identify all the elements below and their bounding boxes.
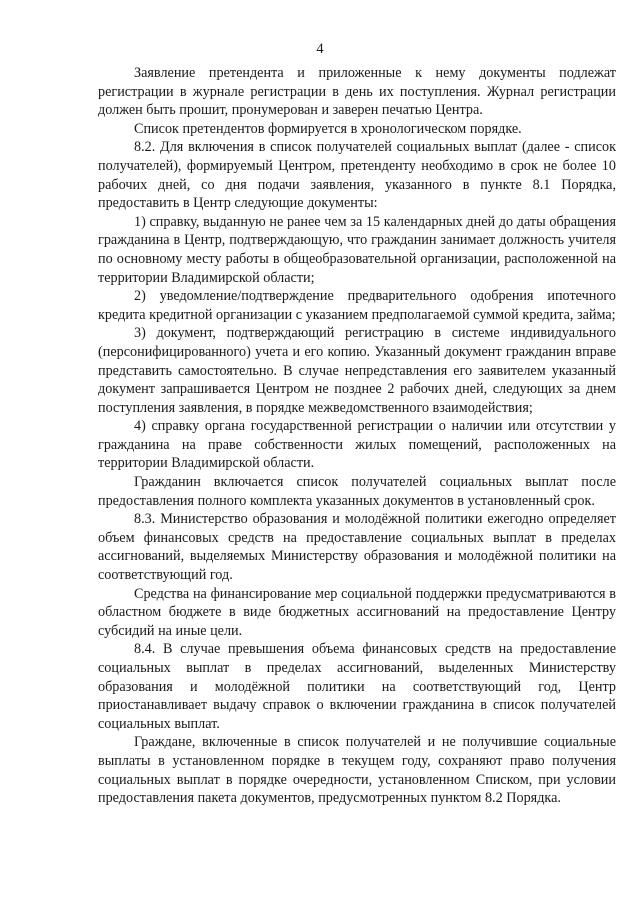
paragraph-inclusion: Гражданин включается список получателей социальных выплат после предоставления полного комплекта указанных документов в установленный срок. <box>98 474 616 509</box>
paragraph-item-4: 4) справку органа государственной регистрации о наличии или отсутствии у гражданина на праве собственности жилых помещений, расположенных на территории Владимирской области. <box>98 418 616 472</box>
page-number: 4 <box>316 41 324 57</box>
paragraph-item-3: 3) документ, подтверждающий регистрацию в системе индивидуального (персонифицированного) учета и его копию. Указанный документ гражданин вправе представить самостоятельно. В случае непредставления его заявителем указанный документ запрашивается Центром не позднее 2 рабочих дней, следующих за днем поступления заявления, в порядке межведомственного взаимодействия; <box>98 325 616 416</box>
paragraph-registration-journal: Заявление претендента и приложенные к нему документы подлежат регистрации в журнале регистрации в день их поступления. Журнал регистрации должен быть прошит, пронумерован и заверен печатью Центра. <box>98 65 616 119</box>
paragraph-item-2: 2) уведомление/подтверждение предварительного одобрения ипотечного кредита кредитной организации с указанием предполагаемой суммой кредита, займа; <box>98 288 616 323</box>
paragraph-8-2: 8.2. Для включения в список получателей социальных выплат (далее - список получателей), формируемый Центром, претенденту необходимо в срок не более 10 рабочих дней, со дня подачи заявления, указанного в пункте 8.1 Порядка, предоставить в Центр следующие документы: <box>98 139 616 212</box>
paragraph-8-4: 8.4. В случае превышения объема финансовых средств на предоставление социальных выплат в пределах ассигнований, выделенных Министерству образования и молодёжной политики на соответствующий год, Центр приостанавливает выдачу справок о включении гражданина в список получателей социальных выплат. <box>98 641 616 732</box>
paragraph-funding: Средства на финансирование мер социальной поддержки предусматриваются в областном бюджете в виде бюджетных ассигнований на предоставление Центру субсидий на иные цели. <box>98 585 616 639</box>
document-body <box>98 64 616 808</box>
paragraph-8-3: 8.3. Министерство образования и молодёжной политики ежегодно определяет объем финансовых средств на предоставление социальных выплат в пределах ассигнований, выделяемых Министерству образования и молодёжной политики на соответствующий год. <box>98 511 616 584</box>
paragraph-item-1: 1) справку, выданную не ранее чем за 15 календарных дней до даты обращения гражданина в Центр, подтверждающую, что гражданин занимает должность учителя по основному месту работы в общеобразовательной организации, расположенной на территории Владимирской области; <box>98 213 616 286</box>
paragraph-queue-rights: Граждане, включенные в список получателей и не получившие социальные выплаты в установленном порядке в текущем году, сохраняют право получения социальных выплат в порядке очередности, установленном Списком, при условии предоставления пакета документов, предусмотренных пунктом 8.2 Порядка. <box>98 734 616 807</box>
paragraph-applicant-list: Список претендентов формируется в хронологическом порядке. <box>134 120 522 137</box>
